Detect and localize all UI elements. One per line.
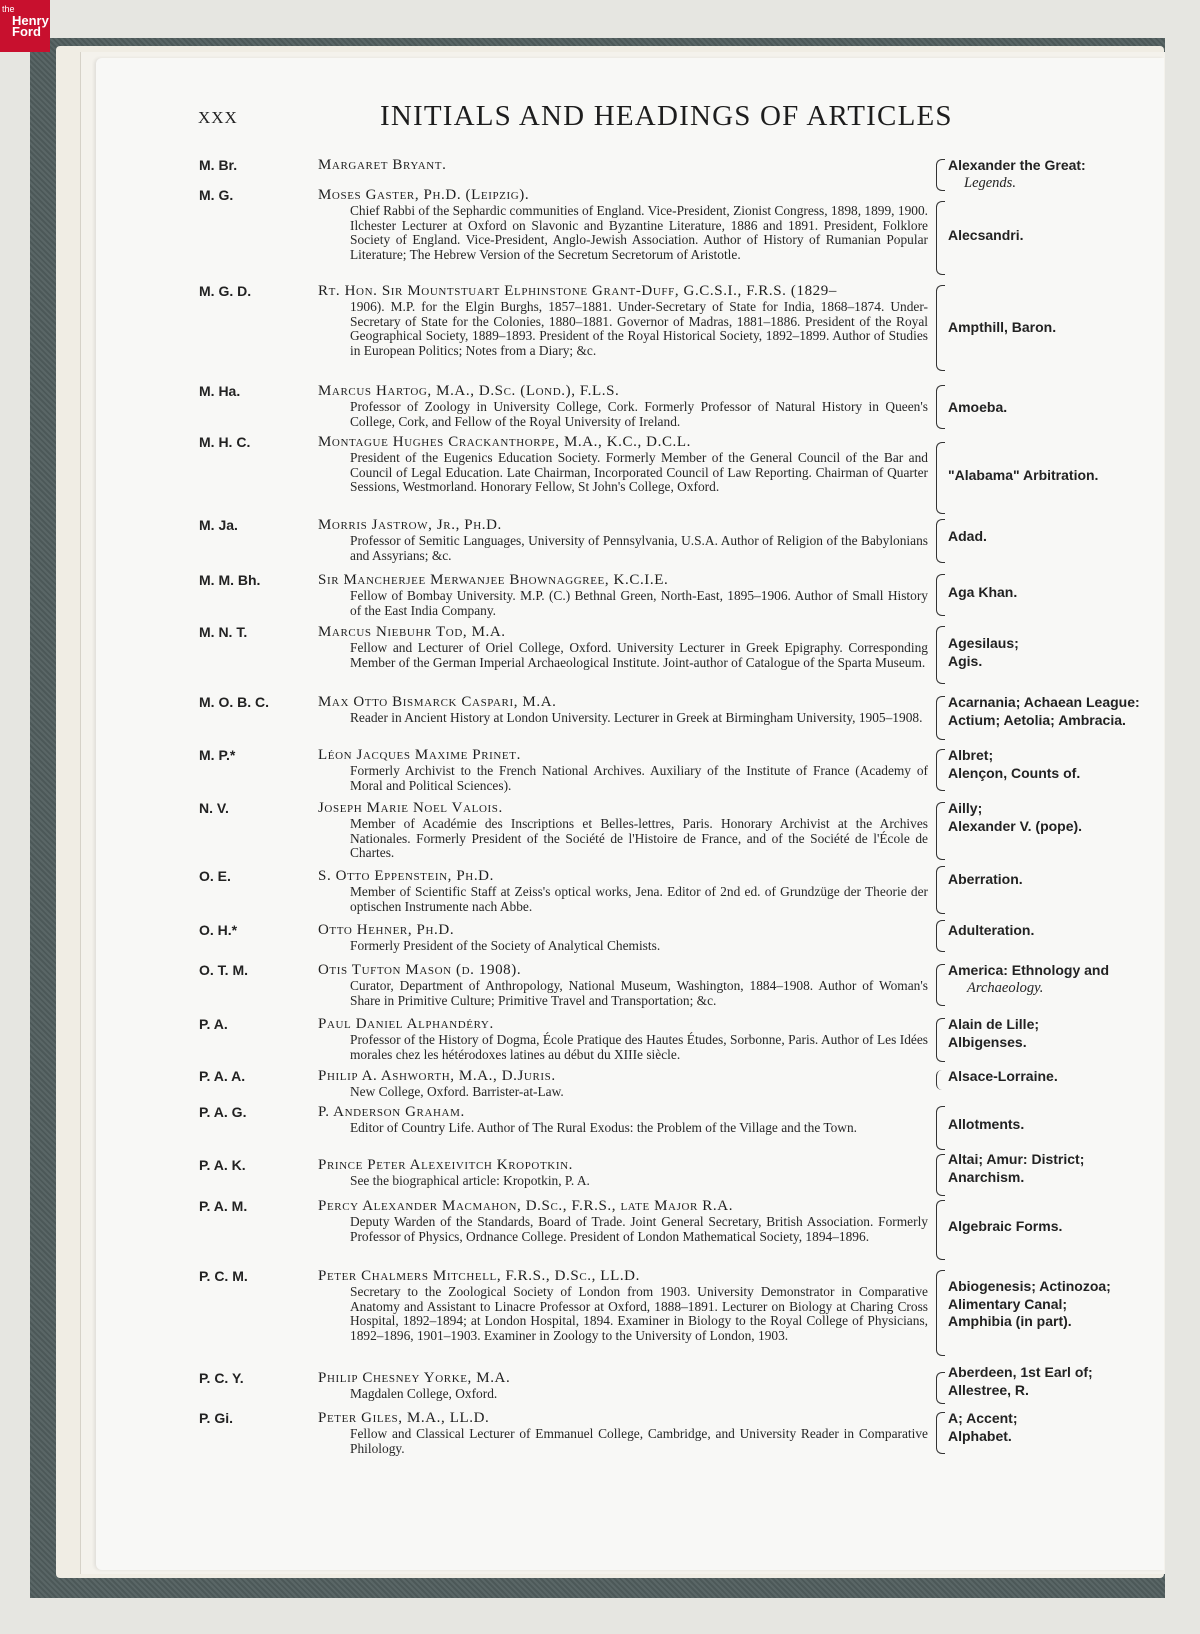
entry-initials: M. Ja.	[199, 517, 238, 533]
entry-description: Deputy Warden of the Standards, Board of Trade. Joint General Secretary, British Association. Formerly Professor of Physics, Ordnance College. President of London Mathematical Society, 1894–1896.	[350, 1214, 928, 1244]
brace	[936, 519, 945, 563]
article-heading: Alexander the Great:	[948, 157, 1086, 173]
article-heading: "Alabama" Arbitration.	[948, 467, 1099, 483]
article-heading-italic: Legends.	[964, 174, 1016, 191]
entry-initials: N. V.	[199, 800, 229, 816]
article-heading: Anarchism.	[948, 1168, 1025, 1185]
henry-ford-logo	[0, 0, 50, 52]
entry-description: Fellow of Bombay University. M.P. (C.) Bethnal Green, North-East, 1895–1906. Author of Small History of the East India Company.	[350, 588, 928, 618]
article-heading: Ailly;	[948, 800, 983, 816]
entry-description: Member of Académie des Inscriptions et Belles-lettres, Paris. Honorary Archivist at the Archives Nationales. Formerly President of the Société de l'Histoire de France, and of the Société de l'École de Chartes.	[350, 816, 928, 861]
article-heading: Actium; Aetolia; Ambracia.	[948, 711, 1126, 728]
logo-line-3: Ford	[12, 24, 41, 39]
entry-description: See the biographical article: Kropotkin, P. A.	[350, 1173, 590, 1188]
entry-name: Philip A. Ashworth, M.A., D.Juris.	[318, 1068, 556, 1084]
article-heading: Adad.	[948, 528, 987, 544]
entry-description: Curator, Department of Anthropology, National Museum, Washington, 1884–1908. Author of Woman's Share in Primitive Culture; Primitive Travel and Transportation; &c.	[350, 978, 928, 1008]
article-heading: Aberration.	[948, 871, 1023, 887]
article-heading: Alecsandri.	[948, 227, 1024, 243]
entry-articles	[948, 227, 1170, 245]
brace	[936, 159, 945, 191]
entry-name: Marcus Niebuhr Tod, M.A.	[318, 624, 506, 640]
entry-name: Peter Giles, M.A., LL.D.	[318, 1410, 490, 1426]
entry-description: Editor of Country Life. Author of The Rural Exodus: the Problem of the Village and the Town.	[350, 1120, 858, 1135]
entry-articles	[948, 1151, 1170, 1186]
article-heading: Albret;	[948, 747, 994, 763]
entry-initials: M. G. D.	[199, 283, 252, 299]
entry-initials: O. E.	[199, 868, 231, 884]
entry-initials: P. Gi.	[199, 1410, 233, 1426]
entry-description: Professor of Semitic Languages, University of Pennsylvania, U.S.A. Author of Religion of the Babylonians and Assyrians; &c.	[350, 533, 928, 563]
entry-articles	[948, 1410, 1170, 1445]
entry-articles	[948, 1218, 1170, 1236]
entry-articles	[948, 157, 1170, 192]
entry-initials: M. H. C.	[199, 434, 251, 450]
entry-description: 1906). M.P. for the Elgin Burghs, 1857–1881. Under-Secretary of State for India, 1868–1874. Under-Secretary of State for the Colonies, 1880–1881. Governor of Madras, 1881–1886. President of the Royal Geographical Society, 1889–1893. President of the Royal Historical Society, 1892–1899. Author of Studies in European Politics; Notes from a Diary; &c.	[350, 299, 928, 358]
article-heading: Agesilaus;	[948, 635, 1019, 651]
article-heading: Allestree, R.	[948, 1381, 1029, 1398]
article-heading: Amphibia (in part).	[948, 1313, 1072, 1329]
article-heading: Aberdeen, 1st Earl of;	[948, 1364, 1093, 1380]
brace	[936, 1200, 945, 1260]
brace	[936, 920, 945, 952]
article-heading: Algebraic Forms.	[948, 1218, 1063, 1234]
entry-name: Margaret Bryant.	[318, 157, 447, 173]
entry-initials: P. A. G.	[199, 1104, 247, 1120]
entry-initials: O. T. M.	[199, 962, 248, 978]
entry-description: Professor of the History of Dogma, École Pratique des Hautes Études, Sorbonne, Paris. Author of Les Idées morales chez les hétérodoxes latines au début du XIIIe siècle.	[350, 1032, 928, 1062]
entry-articles	[948, 399, 1170, 417]
entry-name: Léon Jacques Maxime Prinet.	[318, 747, 521, 763]
entry-initials: P. A.	[199, 1016, 228, 1032]
article-heading: Adulteration.	[948, 922, 1035, 938]
entry-name: Marcus Hartog, M.A., D.Sc. (Lond.), F.L.S.	[318, 383, 620, 399]
entry-articles	[948, 1364, 1170, 1399]
entry-initials: M. M. Bh.	[199, 572, 261, 588]
entry-description: Formerly Archivist to the French National Archives. Auxiliary of the Institute of France (Academy of Moral and Political Sciences).	[350, 763, 928, 793]
entry-description: Fellow and Classical Lecturer of Emmanuel College, Cambridge, and University Reader in Comparative Philology.	[350, 1426, 928, 1456]
article-heading: Altai; Amur: District;	[948, 1151, 1085, 1167]
article-heading: Ampthill, Baron.	[948, 319, 1057, 335]
entry-articles	[948, 747, 1170, 782]
entry-description: Reader in Ancient History at London University. Lecturer in Greek at Birmingham University, 1905–1908.	[350, 710, 923, 725]
entry-description: Magdalen College, Oxford.	[350, 1386, 498, 1401]
entry-articles	[948, 319, 1170, 337]
brace	[936, 1372, 945, 1404]
brace	[936, 964, 945, 1006]
entry-name: Otis Tufton Mason (d. 1908).	[318, 962, 522, 978]
entry-name: Paul Daniel Alphandéry.	[318, 1016, 494, 1032]
entry-description: Professor of Zoology in University College, Cork. Formerly Professor of Natural History in Queen's College, Cork, and Fellow of the Royal University of Ireland.	[350, 399, 928, 429]
entry-description: Secretary to the Zoological Society of London from 1903. University Demonstrator in Comparative Anatomy and Assistant to Linacre Professor at Oxford, 1888–1891. Lecturer on Biology at Charing Cross Hospital, 1892–1894; at London Hospital, 1894. Examiner in Biology to the Royal College of Physicians, 1892–1896, 1901–1903. Examiner in Zoology to the University of London, 1903.	[350, 1284, 928, 1343]
brace	[936, 574, 945, 616]
brace	[936, 201, 945, 275]
brace	[936, 1070, 945, 1090]
entry-articles	[948, 871, 1170, 889]
entry-initials: M. O. B. C.	[199, 694, 269, 710]
article-heading: America: Ethnology and	[948, 962, 1110, 978]
entry-initials: M. Ha.	[199, 383, 241, 399]
entry-articles	[948, 922, 1170, 940]
brace	[936, 802, 945, 860]
entry-articles	[948, 694, 1170, 729]
entry-name: Moses Gaster, Ph.D. (Leipzig).	[318, 187, 530, 203]
brace	[936, 749, 945, 791]
article-heading: Agis.	[948, 652, 983, 669]
article-heading: Alençon, Counts of.	[948, 764, 1081, 781]
entry-description: President of the Eugenics Education Society. Formerly Member of the General Council of the Bar and Council of Legal Education. Late Chairman, Incorporated Council of Law Reporting. Chairman of Quarter Sessions, Westmorland. Honorary Fellow, St John's College, Oxford.	[350, 450, 928, 495]
entry-name: Morris Jastrow, Jr., Ph.D.	[318, 517, 502, 533]
article-heading: Abiogenesis; Actinozoa;	[948, 1278, 1111, 1294]
entry-initials: P. A. M.	[199, 1198, 248, 1214]
article-heading: Amoeba.	[948, 399, 1008, 415]
entry-initials: P. C. M.	[199, 1268, 248, 1284]
entry-initials: M. N. T.	[199, 624, 248, 640]
entry-name: Percy Alexander Macmahon, D.Sc., F.R.S., late Major R.A.	[318, 1198, 734, 1214]
brace	[936, 1412, 945, 1454]
entry-articles	[948, 962, 1170, 997]
entry-description: Formerly President of the Society of Analytical Chemists.	[350, 938, 661, 953]
entry-articles	[948, 528, 1170, 546]
entry-initials: P. A. A.	[199, 1068, 246, 1084]
entry-description: Fellow and Lecturer of Oriel College, Oxford. University Lecturer in Greek Epigraphy. Corresponding Member of the German Imperial Archaeological Institute. Joint-author of Catalogue of the Sparta Museum.	[350, 640, 928, 670]
entry-name: P. Anderson Graham.	[318, 1104, 465, 1120]
article-heading: Allotments.	[948, 1116, 1025, 1132]
entry-name: Prince Peter Alexeivitch Kropotkin.	[318, 1157, 574, 1173]
page-title: INITIALS AND HEADINGS OF ARTICLES	[380, 100, 953, 132]
entry-initials: M. G.	[199, 187, 234, 203]
entry-name: Philip Chesney Yorke, M.A.	[318, 1370, 511, 1386]
entry-articles	[948, 1278, 1170, 1331]
logo-line-1: the	[2, 4, 15, 14]
article-heading: Acarnania; Achaean League:	[948, 694, 1140, 710]
entry-articles	[948, 467, 1170, 485]
brace	[936, 1270, 945, 1356]
brace	[936, 1154, 945, 1196]
article-heading: Alexander V. (pope).	[948, 817, 1083, 834]
entry-description: Member of Scientific Staff at Zeiss's optical works, Jena. Editor of 2nd ed. of Grundzüge der Theorie der optischen Instrumente nach Abbe.	[350, 884, 928, 914]
article-heading-italic: Archaeology.	[967, 979, 1044, 996]
entry-articles	[948, 1068, 1170, 1086]
article-heading: Albigenses.	[948, 1033, 1027, 1050]
brace	[936, 1106, 945, 1150]
page-number: XXX	[198, 108, 238, 127]
entry-initials: P. A. K.	[199, 1157, 246, 1173]
entry-articles	[948, 1116, 1170, 1134]
entry-initials: M. P.*	[199, 747, 236, 763]
entry-name: Max Otto Bismarck Caspari, M.A.	[318, 694, 557, 710]
article-heading: Alsace-Lorraine.	[948, 1068, 1058, 1084]
entry-articles	[948, 584, 1170, 602]
brace	[936, 1018, 945, 1062]
entry-description: Chief Rabbi of the Sephardic communities of England. Vice-President, Zionist Congress, 1898, 1899, 1900. Ilchester Lecturer at Oxford on Slavonic and Byzantine Literature, 1886 and 1891. President, Folklore Society of England. Vice-President, Anglo-Jewish Association. Author of History of Rumanian Popular Literature; The Hebrew Version of the Secretum Secretorum of Aristotle.	[350, 203, 929, 262]
entry-name: Rt. Hon. Sir Mountstuart Elphinstone Grant-Duff, G.C.S.I., F.R.S. (1829–	[318, 283, 837, 299]
entry-initials: O. H.*	[199, 922, 238, 938]
brace	[936, 285, 945, 371]
brace	[936, 696, 945, 740]
article-heading: Alphabet.	[948, 1427, 1012, 1444]
entry-name: Montague Hughes Crackanthorpe, M.A., K.C., D.C.L.	[318, 434, 692, 450]
article-heading: Alain de Lille;	[948, 1016, 1040, 1032]
article-heading: Aga Khan.	[948, 584, 1018, 600]
entry-description: New College, Oxford. Barrister-at-Law.	[350, 1084, 564, 1099]
entry-initials: P. C. Y.	[199, 1370, 244, 1386]
brace	[936, 442, 945, 514]
entry-articles	[948, 800, 1170, 835]
entry-articles	[948, 635, 1170, 670]
entry-articles	[948, 1016, 1170, 1051]
entry-name: S. Otto Eppenstein, Ph.D.	[318, 868, 494, 884]
article-heading: Alimentary Canal;	[948, 1295, 1068, 1312]
entry-initials: M. Br.	[199, 157, 238, 173]
entry-name: Peter Chalmers Mitchell, F.R.S., D.Sc., LL.D.	[318, 1268, 640, 1284]
brace	[936, 866, 945, 914]
logo-line-2: Henry	[12, 13, 49, 28]
entry-name: Otto Hehner, Ph.D.	[318, 922, 455, 938]
article-heading: A; Accent;	[948, 1410, 1018, 1426]
entry-name: Joseph Marie Noel Valois.	[318, 800, 503, 816]
brace	[936, 385, 945, 429]
brace	[936, 626, 945, 684]
entry-name: Sir Mancherjee Merwanjee Bhownaggree, K.C.I.E.	[318, 572, 669, 588]
